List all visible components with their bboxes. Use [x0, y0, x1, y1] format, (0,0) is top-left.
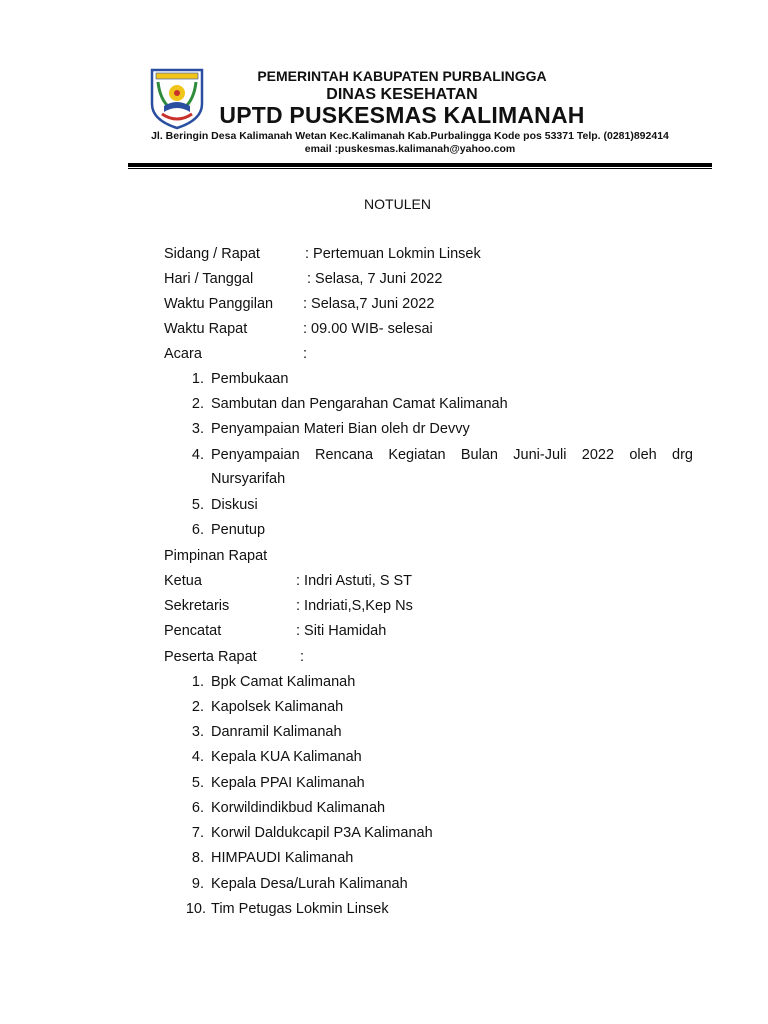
- document-title: NOTULEN: [364, 196, 431, 212]
- peserta-item: Korwildindikbud Kalimanah: [211, 800, 386, 816]
- acara-item: Sambutan dan Pengarahan Camat Kalimanah: [211, 396, 508, 412]
- peserta-item-number: 2.: [191, 699, 204, 715]
- peserta-item-number: 7.: [191, 825, 204, 841]
- acara-item: Penutup: [211, 522, 266, 538]
- sidang-value: : Pertemuan Lokmin Linsek: [305, 246, 481, 262]
- peserta-item-number: 5.: [191, 775, 204, 791]
- sekretaris-value: : Indriati,S,Kep Ns: [296, 598, 413, 614]
- peserta-item: Kapolsek Kalimanah: [211, 699, 344, 715]
- acara-item-number: 4.: [191, 447, 204, 463]
- peserta-colon: :: [300, 649, 305, 665]
- peserta-item: Kepala PPAI Kalimanah: [211, 775, 365, 791]
- peserta-item: Danramil Kalimanah: [211, 724, 342, 740]
- peserta-item-number: 10.: [185, 901, 206, 917]
- waktu-panggilan-value: : Selasa,7 Juni 2022: [303, 296, 435, 312]
- peserta-item: Kepala KUA Kalimanah: [211, 749, 362, 765]
- acara-item-number: 1.: [191, 371, 204, 387]
- waktu-rapat-label: Waktu Rapat: [164, 321, 248, 337]
- peserta-item-number: 4.: [191, 749, 204, 765]
- peserta-item-number: 8.: [191, 850, 204, 866]
- peserta-item-number: 3.: [191, 724, 204, 740]
- header-department: DINAS KESEHATAN: [326, 86, 478, 103]
- peserta-item: Tim Petugas Lokmin Linsek: [211, 901, 389, 917]
- header-address: Jl. Beringin Desa Kalimanah Wetan Kec.Kalimanah Kab.Purbalingga Kode pos 53371 Telp. (0281)892414: [151, 130, 669, 142]
- header-organization: UPTD PUSKESMAS KALIMANAH: [219, 102, 585, 128]
- acara-item-continuation: Nursyarifah: [211, 471, 286, 487]
- waktu-panggilan-label: Waktu Panggilan: [164, 296, 274, 312]
- header-government: PEMERINTAH KABUPATEN PURBALINGGA: [257, 68, 547, 84]
- peserta-item-number: 9.: [191, 876, 204, 892]
- header-email: email :puskesmas.kalimanah@yahoo.com: [304, 143, 516, 155]
- peserta-item: Korwil Daldukcapil P3A Kalimanah: [211, 825, 433, 841]
- acara-item-number: 5.: [191, 497, 204, 513]
- purbalingga-emblem-logo: [148, 68, 206, 130]
- acara-item-number: 2.: [191, 396, 204, 412]
- acara-label: Acara: [164, 346, 202, 362]
- acara-colon: :: [303, 346, 308, 362]
- sidang-label: Sidang / Rapat: [164, 246, 260, 262]
- peserta-item: Bpk Camat Kalimanah: [211, 674, 356, 690]
- pencatat-value: : Siti Hamidah: [296, 623, 387, 639]
- ketua-label: Ketua: [164, 573, 202, 589]
- acara-item: Pembukaan: [211, 371, 289, 387]
- hari-value: : Selasa, 7 Juni 2022: [307, 271, 443, 287]
- peserta-item-number: 6.: [191, 800, 204, 816]
- header-divider-thin: [128, 168, 712, 169]
- pimpinan-heading: Pimpinan Rapat: [164, 548, 268, 564]
- pencatat-label: Pencatat: [164, 623, 222, 639]
- sekretaris-label: Sekretaris: [164, 598, 230, 614]
- header-divider-thick: [128, 163, 712, 167]
- acara-item: Diskusi: [211, 497, 258, 513]
- peserta-item: HIMPAUDI Kalimanah: [211, 850, 354, 866]
- acara-item: Penyampaian Materi Bian oleh dr Devvy: [211, 421, 470, 437]
- peserta-item: Kepala Desa/Lurah Kalimanah: [211, 876, 408, 892]
- hari-label: Hari / Tanggal: [164, 271, 254, 287]
- acara-item-number: 6.: [191, 522, 204, 538]
- peserta-item-number: 1.: [191, 674, 204, 690]
- peserta-label: Peserta Rapat: [164, 649, 257, 665]
- acara-item-number: 3.: [191, 421, 204, 437]
- acara-item: Penyampaian Rencana Kegiatan Bulan Juni-Juli 2022 oleh drg: [211, 447, 693, 463]
- ketua-value: : Indri Astuti, S ST: [296, 573, 413, 589]
- waktu-rapat-value: : 09.00 WIB- selesai: [303, 321, 433, 337]
